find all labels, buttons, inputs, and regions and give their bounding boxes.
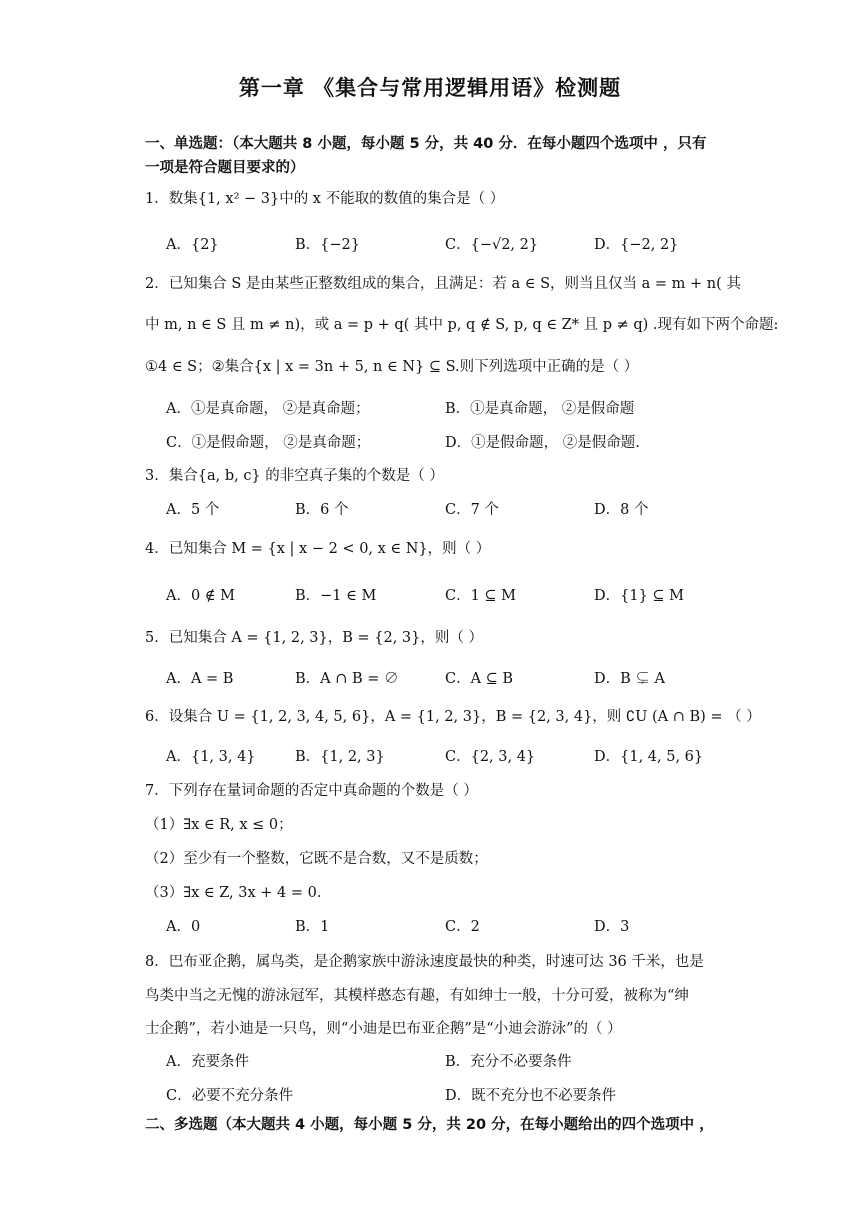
q1-option-c: C．{−√2, 2}: [445, 237, 539, 253]
q7-item-2: （2）至少有一个整数，它既不是合数，又不是质数；: [145, 851, 488, 867]
q3-option-b: B．6 个: [295, 502, 349, 518]
section-2-heading: 二、多选题（本大题共 4 小题，每小题 5 分，共 20 分，在每小题给出的四个选项中 ，: [145, 1117, 714, 1133]
q8-option-d: D．既不充分也不必要条件: [445, 1088, 617, 1104]
question-1-stem: 1．数集{1, x² − 3}中的 x 不能取的数值的集合是（ ）: [145, 191, 505, 207]
section-1-heading-cont: 一项是符合题目要求的）: [145, 160, 305, 176]
q5-option-d: D．B ⊊ A: [594, 671, 665, 687]
q8-option-c: C．必要不充分条件: [166, 1088, 294, 1104]
q6-option-b: B．{1, 2, 3}: [295, 749, 385, 765]
q3-option-d: D．8 个: [594, 502, 649, 518]
q4-option-a: A．0 ∉ M: [166, 588, 235, 604]
question-7-stem: 7．下列存在量词命题的否定中真命题的个数是（ ）: [145, 783, 478, 799]
q4-option-d: D．{1} ⊆ M: [594, 588, 685, 604]
q2-option-d: D．①是假命题， ②是假命题.: [445, 435, 640, 451]
q7-option-b: B．1: [295, 919, 330, 935]
q7-item-1: （1）∃x ∈ R, x ≤ 0；: [145, 817, 293, 833]
q6-option-d: D．{1, 4, 5, 6}: [594, 749, 704, 765]
q1-option-b: B．{−2}: [295, 237, 360, 253]
question-8-stem-line-2: 鸟类中当之无愧的游泳冠军，其模样憨态有趣，有如绅士一般，十分可爱，被称为“绅: [145, 988, 689, 1004]
question-2-stem-line-2: 中 m, n ∈ S 且 m ≠ n)，或 a = p + q( 其中 p, q ∉ S, p, q ∈ Z* 且 p ≠ q) .现有如下两个命题:: [145, 317, 779, 333]
q7-option-c: C．2: [445, 919, 480, 935]
question-2-stem-line-1: 2．已知集合 S 是由某些正整数组成的集合，且满足：若 a ∈ S，则当且仅当 a = m + n( 其: [145, 276, 741, 292]
q7-item-3: （3）∃x ∈ Z, 3x + 4 = 0.: [145, 885, 322, 901]
q2-option-a: A．①是真命题， ②是真命题；: [166, 401, 370, 417]
q2-option-b: B．①是真命题， ②是假命题: [445, 401, 635, 417]
section-1-heading: 一、单选题：（本大题共 8 小题，每小题 5 分，共 40 分．在每小题四个选项中 ，只有: [145, 136, 707, 152]
q5-option-c: C．A ⊆ B: [445, 671, 514, 687]
question-8-stem-line-1: 8．巴布亚企鹅，属鸟类，是企鹅家族中游泳速度最快的种类，时速可达 36 千米，也是: [145, 954, 704, 970]
page-title: 第一章 《集合与常用逻辑用语》检测题: [238, 76, 622, 100]
q3-option-a: A．5 个: [166, 502, 220, 518]
q2-option-c: C．①是假命题， ②是真命题；: [166, 435, 371, 451]
q6-option-c: C．{2, 3, 4}: [445, 749, 536, 765]
q7-option-a: A．0: [166, 919, 201, 935]
question-5-stem: 5．已知集合 A = {1, 2, 3}，B = {2, 3}，则（ ）: [145, 630, 483, 646]
question-8-stem-line-3: 士企鹅”，若小迪是一只鸟，则“小迪是巴布亚企鹅”是“小迪会游泳”的（ ）: [145, 1021, 622, 1037]
question-4-stem: 4．已知集合 M = {x | x − 2 < 0, x ∈ N}，则（ ）: [145, 541, 491, 557]
question-3-stem: 3．集合{a, b, c} 的非空真子集的个数是（ ）: [145, 468, 444, 484]
q5-option-b: B．A ∩ B = ∅: [295, 671, 399, 687]
q8-option-a: A．充要条件: [166, 1054, 249, 1070]
question-2-stem-line-3: ①4 ∈ S；②集合{x | x = 3n + 5, n ∈ N} ⊆ S.则下列选项中正确的是（ ）: [145, 359, 639, 375]
q1-option-a: A．{2}: [166, 237, 219, 253]
q4-option-c: C．1 ⊆ M: [445, 588, 517, 604]
q8-option-b: B．充分不必要条件: [445, 1054, 572, 1070]
q7-option-d: D．3: [594, 919, 630, 935]
q5-option-a: A．A = B: [166, 671, 234, 687]
q3-option-c: C．7 个: [445, 502, 499, 518]
q1-option-d: D．{−2, 2}: [594, 237, 679, 253]
q4-option-b: B．−1 ∈ M: [295, 588, 377, 604]
q6-option-a: A．{1, 3, 4}: [166, 749, 256, 765]
question-6-stem: 6．设集合 U = {1, 2, 3, 4, 5, 6}，A = {1, 2, 3}，B = {2, 3, 4}，则 ∁U (A ∩ B) = （ ）: [145, 709, 761, 725]
